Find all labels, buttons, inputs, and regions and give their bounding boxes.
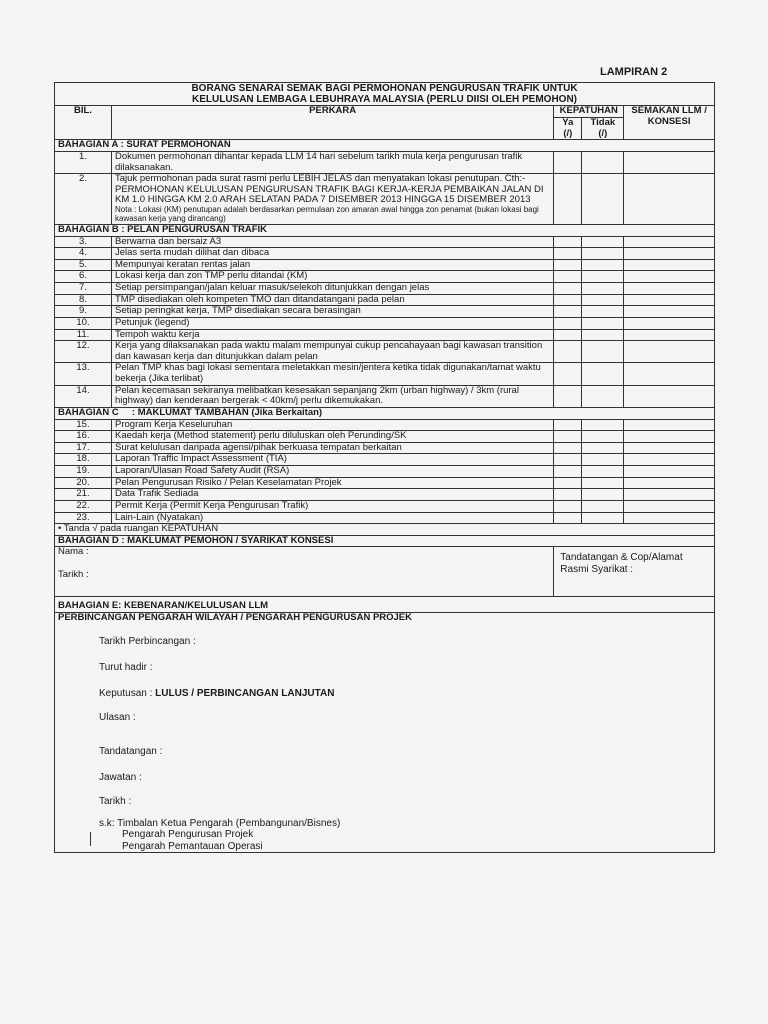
semakan-cell[interactable] xyxy=(624,489,715,501)
item-text xyxy=(112,174,554,225)
semakan-cell[interactable] xyxy=(624,431,715,443)
item-text: Petunjuk (legend) xyxy=(112,317,554,329)
tick-note-row xyxy=(55,524,715,536)
margin-bar xyxy=(90,832,91,846)
table-row xyxy=(55,454,715,466)
tidak-checkbox[interactable] xyxy=(582,385,624,407)
tidak-checkbox[interactable] xyxy=(582,283,624,295)
item-text: Laporan/Ulasan Road Safety Audit (RSA) xyxy=(112,466,554,478)
table-row xyxy=(55,306,715,318)
turut-hadir-label: Turut hadir : xyxy=(99,661,153,673)
table-row xyxy=(55,500,715,512)
ya-checkbox[interactable] xyxy=(554,306,582,318)
tidak-checkbox[interactable] xyxy=(582,236,624,248)
ya-checkbox[interactable] xyxy=(554,271,582,283)
semakan-cell[interactable] xyxy=(624,466,715,478)
semakan-cell[interactable] xyxy=(624,283,715,295)
table-row xyxy=(55,259,715,271)
ya-checkbox[interactable] xyxy=(554,283,582,295)
item-number: 23. xyxy=(55,512,112,524)
item-text: Setiap peringkat kerja, TMP disediakan secara berasingan xyxy=(112,306,554,318)
item-text: Dokumen permohonan dihantar kepada LLM 14 hari sebelum tarikh mula kerja pengurusan trafik dilaksanakan. xyxy=(112,151,554,173)
item-text: Surat kelulusan daripada agensi/pihak berkuasa tempatan berkaitan xyxy=(112,442,554,454)
item-text: Program Kerja Keseluruhan xyxy=(112,419,554,431)
item-number: 18. xyxy=(55,454,112,466)
form-title-row xyxy=(55,83,715,106)
semakan-cell[interactable] xyxy=(624,385,715,407)
table-row xyxy=(55,363,715,385)
e-tarikh-label: Tarikh : xyxy=(99,795,132,807)
tidak-checkbox[interactable] xyxy=(582,489,624,501)
item-number: 16. xyxy=(55,431,112,443)
approval-block-row xyxy=(55,624,715,853)
item-number: 2. xyxy=(55,174,112,225)
sk-line-2: Pengarah Pengurusan Projek xyxy=(122,829,254,841)
tidak-checkbox[interactable] xyxy=(582,341,624,363)
table-row xyxy=(55,151,715,173)
semakan-cell[interactable] xyxy=(624,271,715,283)
tidak-checkbox[interactable] xyxy=(582,271,624,283)
form-title-line-2: KELULUSAN LEMBAGA LEBUHRAYA MALAYSIA (PERLU DIISI OLEH PEMOHON) xyxy=(191,94,578,106)
keputusan-label: Keputusan : xyxy=(99,687,153,699)
tidak-checkbox[interactable] xyxy=(582,442,624,454)
item-number: 22. xyxy=(55,500,112,512)
semakan-cell[interactable] xyxy=(624,477,715,489)
ulasan-label: Ulasan : xyxy=(99,711,136,723)
semakan-cell[interactable] xyxy=(624,329,715,341)
tidak-checkbox[interactable] xyxy=(582,500,624,512)
section-d-title: BAHAGIAN D : MAKLUMAT PEMOHON / SYARIKAT KONSESI xyxy=(55,535,715,547)
ya-checkbox[interactable] xyxy=(554,512,582,524)
table-row xyxy=(55,385,715,407)
section-a-row xyxy=(55,140,715,152)
ya-checkbox[interactable] xyxy=(554,341,582,363)
table-row xyxy=(55,283,715,295)
item-number: 20. xyxy=(55,477,112,489)
ya-checkbox[interactable] xyxy=(554,442,582,454)
ya-checkbox[interactable] xyxy=(554,248,582,260)
tick-note: • Tanda √ pada ruangan KEPATUHAN xyxy=(55,524,715,536)
applicant-name-date-cell[interactable] xyxy=(55,547,554,597)
table-row xyxy=(55,236,715,248)
ya-checkbox[interactable] xyxy=(554,317,582,329)
tidak-checkbox[interactable] xyxy=(582,512,624,524)
header-semakan: SEMAKAN LLM / KONSESI xyxy=(624,106,715,140)
header-ya: Ya (/) xyxy=(554,118,582,140)
item-number: 12. xyxy=(55,341,112,363)
item-number: 14. xyxy=(55,385,112,407)
ya-checkbox[interactable] xyxy=(554,477,582,489)
signature-stamp-cell[interactable] xyxy=(554,547,715,597)
ya-checkbox[interactable] xyxy=(554,466,582,478)
table-row xyxy=(55,512,715,524)
table-row xyxy=(55,329,715,341)
section-b-title: BAHAGIAN B : PELAN PENGURUSAN TRAFIK xyxy=(55,224,715,236)
keputusan-field xyxy=(99,688,334,699)
tidak-checkbox[interactable] xyxy=(582,477,624,489)
ya-checkbox[interactable] xyxy=(554,363,582,385)
item-number: 19. xyxy=(55,466,112,478)
item-text: Kaedah kerja (Method statement) perlu diluluskan oleh Perunding/SK xyxy=(112,431,554,443)
sk-list xyxy=(99,818,340,853)
form-title-line-1: BORANG SENARAI SEMAK BAGI PERMOHONAN PENGURUSAN TRAFIK UNTUK xyxy=(191,83,578,94)
sk-label: s.k: xyxy=(99,817,115,829)
header-row xyxy=(55,106,715,118)
table-row xyxy=(55,442,715,454)
ya-checkbox[interactable] xyxy=(554,236,582,248)
perbincangan-row xyxy=(55,613,715,624)
table-row xyxy=(55,431,715,443)
semakan-cell[interactable] xyxy=(624,454,715,466)
semakan-cell[interactable] xyxy=(624,306,715,318)
semakan-cell[interactable] xyxy=(624,317,715,329)
ya-checkbox[interactable] xyxy=(554,385,582,407)
tidak-checkbox[interactable] xyxy=(582,151,624,173)
table-row xyxy=(55,248,715,260)
ya-checkbox[interactable] xyxy=(554,489,582,501)
table-row xyxy=(55,419,715,431)
tidak-checkbox[interactable] xyxy=(582,454,624,466)
section-c-row xyxy=(55,407,715,419)
item-text: TMP disediakan oleh kompeten TMO dan ditandatangani pada pelan xyxy=(112,294,554,306)
perbincangan-title: PERBINCANGAN PENGARAH WILAYAH / PENGARAH PENGURUSAN PROJEK xyxy=(55,613,715,624)
ya-checkbox[interactable] xyxy=(554,329,582,341)
item-text: Berwarna dan bersaiz A3 xyxy=(112,236,554,248)
header-perkara: PERKARA xyxy=(112,106,554,140)
item-text: Pelan TMP khas bagi lokasi sementara meletakkan mesin/jentera ketika tidak digunakan/tamat waktu bekerja (Jika terlibat) xyxy=(112,363,554,385)
table-row xyxy=(55,477,715,489)
item-2-nota: Nota : Lokasi (KM) penutupan adalah berdasarkan permulaan zon amaran awal hingga zon penamat (bukan lokasi bagi kawasan kerja yang dirancang) xyxy=(115,205,539,223)
applicant-info-row xyxy=(55,547,715,597)
table-row xyxy=(55,341,715,363)
item-number: 8. xyxy=(55,294,112,306)
semakan-cell[interactable] xyxy=(624,512,715,524)
tidak-checkbox[interactable] xyxy=(582,317,624,329)
tidak-checkbox[interactable] xyxy=(582,329,624,341)
item-number: 10. xyxy=(55,317,112,329)
item-text: Laporan Traffic Impact Assessment (TIA) xyxy=(112,454,554,466)
semakan-cell[interactable] xyxy=(624,419,715,431)
item-2-example: PERMOHONAN KELULUSAN PENGURUSAN TRAFIK BAGI KERJA-KERJA PEMBAIKAN JALAN DI KM 1.0 HINGGA KM 2.0 ARAH SELATAN PADA 7 DISEMBER 2013 HINGGA 15 DISEMBER 2013 xyxy=(115,183,544,206)
ya-checkbox[interactable] xyxy=(554,454,582,466)
section-d-row xyxy=(55,535,715,547)
tarikh-perbincangan-label: Tarikh Perbincangan : xyxy=(99,635,196,647)
item-text: Pelan kecemasan sekiranya melibatkan kesesakan sepanjang 2km (urban highway) / 3km (rural highway) dan kenderaan bergerak < 40km/j perlu dikemukakan. xyxy=(112,385,554,407)
table-row xyxy=(55,466,715,478)
item-number: 11. xyxy=(55,329,112,341)
tidak-checkbox[interactable] xyxy=(582,259,624,271)
tidak-checkbox[interactable] xyxy=(582,294,624,306)
semakan-cell[interactable] xyxy=(624,248,715,260)
item-text: Jelas serta mudah dilihat dan dibaca xyxy=(112,248,554,260)
table-row xyxy=(55,271,715,283)
semakan-cell[interactable] xyxy=(624,151,715,173)
tandatangan-cop-label: Tandatangan & Cop/Alamat Rasmi Syarikat : xyxy=(560,552,683,575)
item-number: 17. xyxy=(55,442,112,454)
table-row xyxy=(55,317,715,329)
item-number: 13. xyxy=(55,363,112,385)
ya-checkbox[interactable] xyxy=(554,151,582,173)
item-text: Tempoh waktu kerja xyxy=(112,329,554,341)
semakan-cell[interactable] xyxy=(624,236,715,248)
approval-block xyxy=(55,624,715,853)
semakan-cell[interactable] xyxy=(624,500,715,512)
ya-checkbox[interactable] xyxy=(554,174,582,225)
semakan-cell[interactable] xyxy=(624,294,715,306)
tidak-checkbox[interactable] xyxy=(582,174,624,225)
item-text: Pelan Pengurusan Risiko / Pelan Keselamatan Projek xyxy=(112,477,554,489)
item-number: 4. xyxy=(55,248,112,260)
item-number: 3. xyxy=(55,236,112,248)
sk-line-3: Pengarah Pemantauan Operasi xyxy=(122,840,263,852)
item-text: Permit Kerja (Permit Kerja Pengurusan Trafik) xyxy=(112,500,554,512)
item-number: 1. xyxy=(55,151,112,173)
ya-checkbox[interactable] xyxy=(554,419,582,431)
semakan-cell[interactable] xyxy=(624,442,715,454)
semakan-cell[interactable] xyxy=(624,259,715,271)
ya-checkbox[interactable] xyxy=(554,259,582,271)
ya-checkbox[interactable] xyxy=(554,294,582,306)
item-text: Data Trafik Sediada xyxy=(112,489,554,501)
item-number: 21. xyxy=(55,489,112,501)
item-text: Lain-Lain (Nyatakan) xyxy=(112,512,554,524)
section-e-row xyxy=(55,597,715,613)
annex-label: LAMPIRAN 2 xyxy=(600,66,668,78)
item-number: 9. xyxy=(55,306,112,318)
ya-checkbox[interactable] xyxy=(554,500,582,512)
jawatan-label: Jawatan : xyxy=(99,771,142,783)
item-2-text: Tajuk permohonan pada surat rasmi perlu LEBIH JELAS dan menyatakan lokasi penutupan. Cth:- xyxy=(115,173,526,185)
semakan-cell[interactable] xyxy=(624,363,715,385)
header-kepatuhan: KEPATUHAN xyxy=(554,106,624,118)
table-row xyxy=(55,489,715,501)
sk-line-1: Timbalan Ketua Pengarah (Pembangunan/Bisnes) xyxy=(117,817,341,829)
nama-label: Nama : xyxy=(58,546,89,558)
keputusan-value[interactable]: LULUS / PERBINCANGAN LANJUTAN xyxy=(155,687,335,699)
tidak-checkbox[interactable] xyxy=(582,466,624,478)
table-row xyxy=(55,174,715,225)
item-number: 6. xyxy=(55,271,112,283)
section-b-row xyxy=(55,224,715,236)
tandatangan-label: Tandatangan : xyxy=(99,745,163,757)
tidak-checkbox[interactable] xyxy=(582,248,624,260)
item-number: 5. xyxy=(55,259,112,271)
checklist-form-table xyxy=(54,82,715,853)
semakan-cell[interactable] xyxy=(624,341,715,363)
ya-checkbox[interactable] xyxy=(554,431,582,443)
section-a-title: BAHAGIAN A : SURAT PERMOHONAN xyxy=(55,140,715,152)
tidak-checkbox[interactable] xyxy=(582,363,624,385)
item-number: 7. xyxy=(55,283,112,295)
item-text: Kerja yang dilaksanakan pada waktu malam mempunyai cukup pencahayaan bagi kawasan transition dan kawasan kerja dan ditunjukkan dalam pelan xyxy=(112,341,554,363)
tidak-checkbox[interactable] xyxy=(582,419,624,431)
form-title xyxy=(55,83,715,106)
item-number: 15. xyxy=(55,419,112,431)
tidak-checkbox[interactable] xyxy=(582,431,624,443)
section-c-title: BAHAGIAN C : MAKLUMAT TAMBAHAN (Jika Berkaitan) xyxy=(55,407,715,419)
tarikh-label: Tarikh : xyxy=(58,569,89,581)
item-text: Mempunyai keratan rentas jalan xyxy=(112,259,554,271)
item-text: Setiap persimpangan/jalan keluar masuk/selekoh ditunjukkan dengan jelas xyxy=(112,283,554,295)
header-bil: BIL. xyxy=(55,106,112,140)
header-tidak: Tidak (/) xyxy=(582,118,624,140)
semakan-cell[interactable] xyxy=(624,174,715,225)
table-row xyxy=(55,294,715,306)
tidak-checkbox[interactable] xyxy=(582,306,624,318)
section-e-title: BAHAGIAN E: KEBENARAN/KELULUSAN LLM xyxy=(55,597,715,613)
item-text: Lokasi kerja dan zon TMP perlu ditandai (KM) xyxy=(112,271,554,283)
